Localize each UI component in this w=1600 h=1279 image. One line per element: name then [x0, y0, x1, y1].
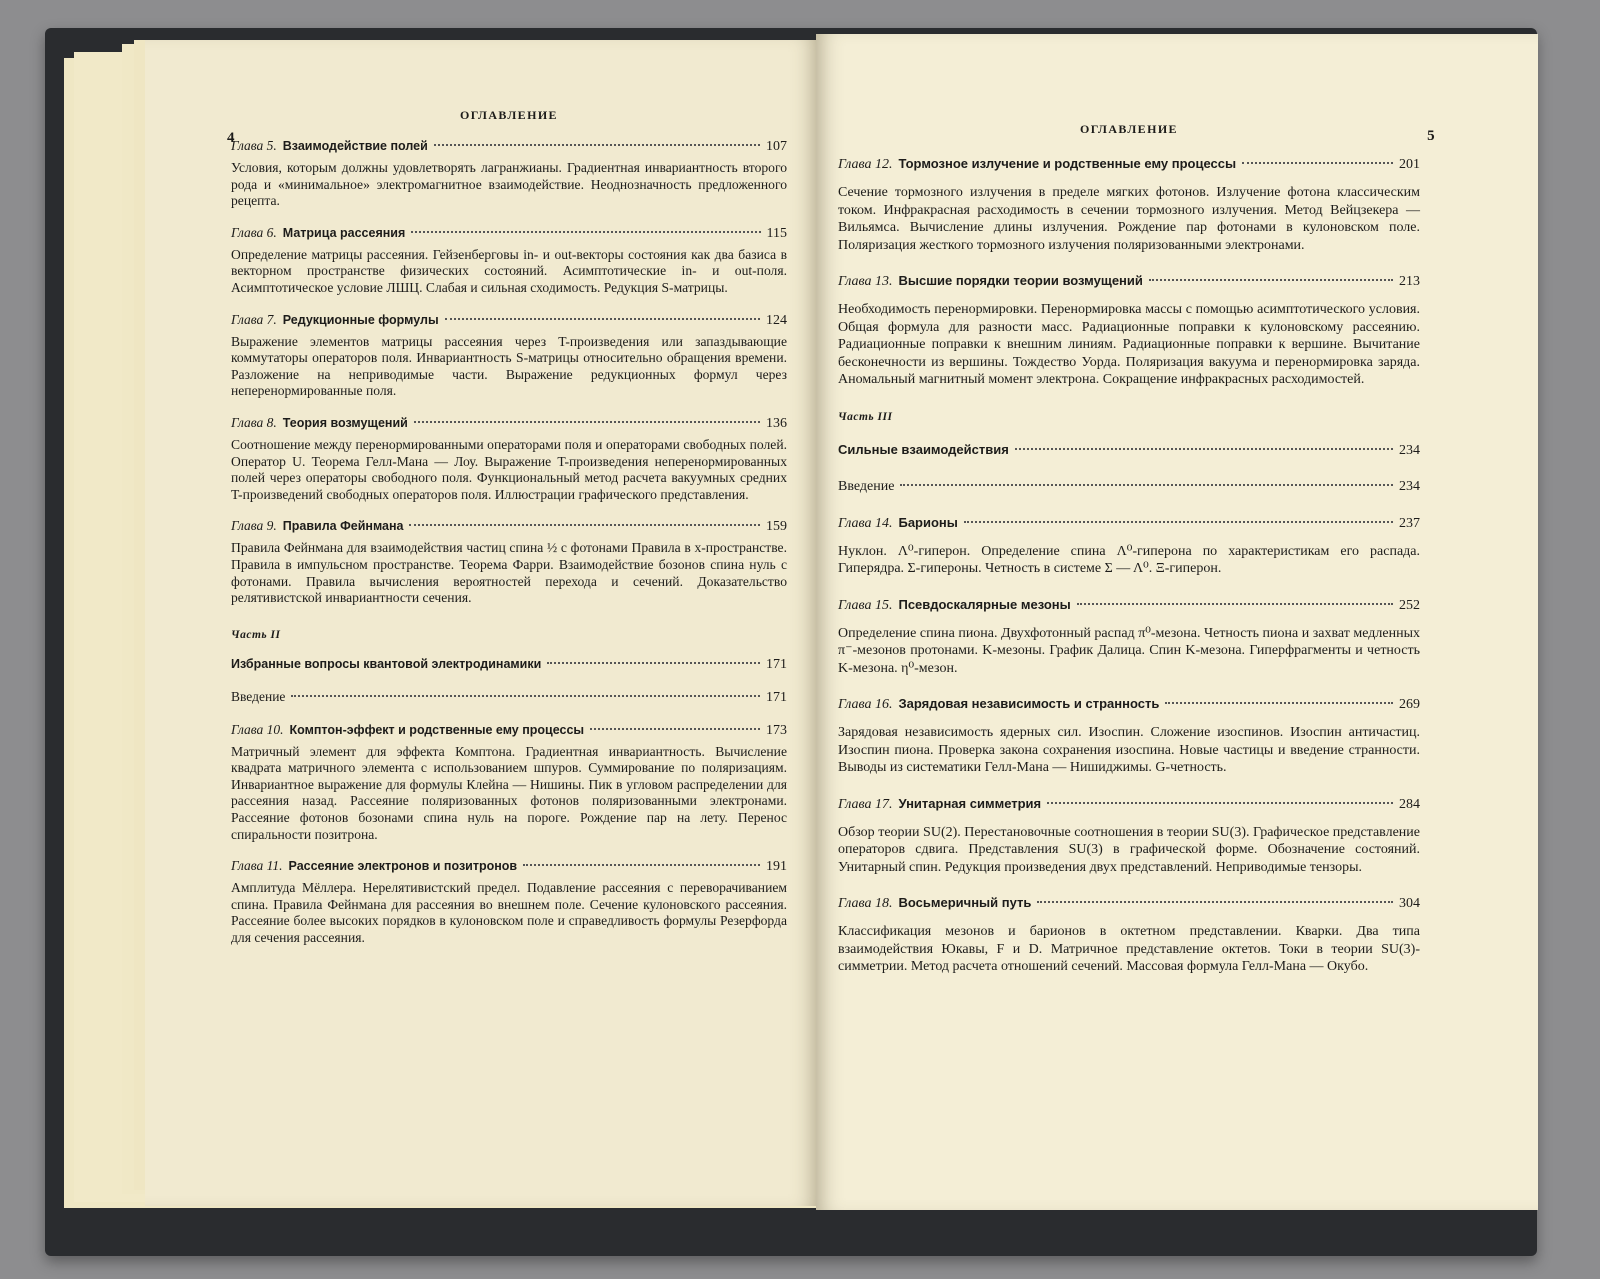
part-title: Сильные взаимодействия	[838, 441, 1009, 457]
toc-entry	[231, 721, 787, 844]
entry-heading	[231, 857, 787, 876]
leader-dots	[445, 318, 760, 320]
entry-heading	[231, 137, 787, 156]
chapter-title: Псевдоскалярные мезоны	[898, 596, 1071, 612]
leader-dots	[1149, 279, 1393, 281]
chapter-title: Рассеяние электронов и позитронов	[288, 859, 518, 874]
entry-heading	[231, 721, 787, 740]
page-ref: 201	[1399, 157, 1420, 172]
chapter-summary: Выражение элементов матрицы рассеяния через T-произведения или запаздывающие коммутаторы операторов поля. Инвариантность S-матрицы относительно обращения времени. Разложение на неприводимые части. Выражение редукционных формул через неперенормированные поля.	[231, 333, 787, 399]
chapter-summary: Определение матрицы рассеяния. Гейзенберговы in- и out-векторы состояния как два базиса в векторном пространстве физических состояний. Асимптотические in- и out-поля. Асимптотическое условие ЛШЦ. Слабая и сильная сходимость. Редукция S-матрицы.	[231, 246, 787, 295]
part-label: Часть II	[231, 628, 281, 641]
toc-list	[838, 514, 1420, 976]
entry-heading	[231, 517, 787, 536]
page-ref: 136	[766, 415, 787, 431]
toc-entry	[231, 311, 787, 400]
chapter-title: Редукционные формулы	[282, 312, 439, 327]
chapter-summary: Зарядовая независимость ядерных сил. Изоспин. Сложение изоспинов. Изоспин античастиц. Изоспин пиона. Проверка закона сохранения изоспина. Новые частицы и введение странности. Выводы из систематики Гелл-Мана — Нишиджимы. G-четность.	[838, 725, 1420, 775]
intro-label: Введение	[231, 688, 286, 704]
chapter-summary: Правила Фейнмана для взаимодействия частиц спина ½ с фотонами Правила в x-пространстве. Правила в импульсном пространстве. Теорема Фарри. Взаимодействие бозонов спина нуль с фотонами. Правила вычисления вероятностей перехода и сечений. Доказательство релятивистской инвариантности сечения.	[231, 540, 787, 606]
chapter-label: Глава 8.	[231, 414, 277, 430]
toc-entry	[838, 596, 1420, 678]
leader-dots	[291, 695, 760, 697]
chapter-label: Глава 10.	[231, 721, 284, 737]
page-number: 5	[1427, 128, 1436, 144]
chapter-label: Глава 7.	[231, 311, 277, 327]
toc-list	[231, 137, 787, 607]
chapter-title: Высшие порядки теории возмущений	[898, 273, 1143, 288]
toc-entry	[231, 414, 787, 503]
entry-heading	[231, 414, 787, 433]
leader-dots	[1165, 702, 1393, 704]
leader-dots	[1077, 603, 1393, 605]
chapter-summary: Определение спина пиона. Двухфотонный распад π⁰-мезона. Четность пиона и захват медленных π⁻-мезонов протонами. K-мезоны. График Далица. Спин K-мезона. Гиперфрагменты и четность K-мезона. η⁰-мезон.	[838, 625, 1420, 676]
chapter-title: Правила Фейнмана	[282, 519, 404, 534]
page-ref: 213	[1399, 274, 1420, 289]
page-ref: 159	[766, 519, 787, 535]
chapter-summary: Матричный элемент для эффекта Комптона. Градиентная инвариантность. Вычисление квадрата матричного элемента с использованием шпуров. Суммирование по поляризациям. Инвариантное выражение для формулы Клейна — Нишины. Пик в угловом распределении для рассеяния назад. Рассеяние поляризованных фотонов поляризованными электронами. Рассеяние фотонов бозонами спина нуль на пороге. Рождение пар на лету. Перенос спиральности позитрона.	[231, 743, 787, 842]
leader-dots	[409, 524, 760, 526]
chapter-label: Глава 6.	[231, 224, 277, 240]
toc-list	[231, 721, 787, 947]
running-head	[838, 122, 1436, 144]
chapter-label: Глава 13.	[838, 274, 893, 289]
running-head-text: ОГЛАВЛЕНИЕ	[1080, 122, 1178, 136]
toc-entry	[838, 272, 1420, 389]
page-ref: 115	[766, 225, 787, 241]
leader-dots	[1015, 448, 1393, 450]
toc-entry	[231, 688, 787, 707]
entry-heading	[838, 795, 1420, 814]
right-page-content	[838, 34, 1436, 976]
chapter-label: Глава 11.	[231, 858, 283, 874]
intro-label: Введение	[838, 478, 895, 494]
chapter-summary: Обзор теории SU(2). Перестановочные соотношения в теории SU(3). Графическое представление операторов сдвига. Представления SU(3) в графической форме. Обозначение состояний. Унитарный спин. Редукция произведения двух представлений. Неприводимые тензоры.	[838, 824, 1420, 875]
chapter-title: Матрица рассеяния	[282, 225, 406, 240]
page-ref: 304	[1399, 896, 1420, 911]
entry-heading	[838, 695, 1420, 714]
chapter-summary: Амплитуда Мёллера. Нерелятивистский предел. Подавление рассеяния с переворачиванием спина. Правила Фейнмана для рассеяния во внешнем поле. Сечение кулоновского рассеяния. Рассеяние более высоких порядков в кулоновском поле и справедливость формулы Резерфорда для сечения рассеяния.	[231, 880, 787, 946]
toc-entry	[838, 795, 1420, 877]
page-ref: 107	[766, 139, 787, 154]
chapter-summary: Нуклон. Λ⁰-гиперон. Определение спина Λ⁰-гиперона по характеристикам его распада. Гиперядра. Σ-гипероны. Четность в системе Σ — Λ⁰. Ξ-гиперон.	[838, 543, 1420, 576]
chapter-label: Глава 15.	[838, 597, 893, 613]
entry-heading	[231, 311, 787, 330]
chapter-title: Зарядовая независимость и странность	[898, 696, 1160, 711]
chapter-title: Восьмеричный путь	[898, 895, 1032, 910]
chapter-label: Глава 16.	[838, 697, 893, 712]
chapter-summary: Соотношение между перенормированными операторами поля и операторами свободных полей. Оператор U. Теорема Гелл-Мана — Лоу. Выражение T-произведения неперенормированных полей через операторы свободного поля. Функциональный метод расчета вакуумных средних T-произведений свободных операторов поля. Иллюстрации графического представления.	[231, 436, 787, 502]
chapter-summary: Классификация мезонов и барионов в октетном представлении. Кварки. Два типа взаимодействия Юкавы, F и D. Матричное представление октетов. Токи в теории SU(3)-симметрии. Метод расчета отношений сечений. Массовая формула Гелл-Мана — Окубо.	[838, 924, 1420, 974]
chapter-title: Унитарная симметрия	[898, 795, 1042, 811]
leader-dots	[547, 662, 760, 664]
page-ref: 234	[1399, 478, 1420, 494]
entry-heading	[231, 224, 787, 243]
entry-heading	[838, 596, 1420, 615]
leader-dots	[1037, 901, 1393, 903]
page-ref: 252	[1399, 597, 1420, 613]
chapter-title: Взаимодействие полей	[282, 139, 428, 153]
leader-dots	[523, 864, 760, 866]
left-page-content	[227, 40, 787, 947]
chapter-summary: Условия, которым должны удовлетворять лагранжианы. Градиентная инвариантность второго рода и «минимальное» электромагнитное взаимодействие. Неоднозначность предложенного рецепта.	[231, 160, 787, 209]
leader-dots	[900, 484, 1393, 486]
part-title: Избранные вопросы квантовой электродинамики	[231, 656, 542, 671]
page-ref: 237	[1399, 515, 1420, 531]
toc-entry	[231, 655, 787, 674]
leader-dots	[411, 231, 760, 233]
leader-dots	[590, 728, 760, 730]
page-ref: 171	[766, 689, 787, 705]
leader-dots	[434, 144, 760, 146]
chapter-label: Глава 17.	[838, 796, 893, 812]
entry-heading	[838, 514, 1420, 533]
page-number: 4	[227, 130, 236, 146]
entry-heading	[838, 272, 1420, 291]
part-label: Часть III	[838, 410, 893, 423]
chapter-label: Глава 14.	[838, 515, 893, 531]
right-page	[816, 34, 1538, 1210]
chapter-summary: Сечение тормозного излучения в пределе мягких фотонов. Излучение фотона классическим током. Инфракрасная расходимость в сечении тормозного излучения. Метод Вейцзекера — Вильямса. Вычисление длины излучения. Рождение пар фотонами в кулоновском поле. Поляризация жесткого тормозного излучения поляризованными электронами.	[838, 185, 1420, 253]
entry-heading	[838, 155, 1420, 174]
toc-entry	[838, 441, 1420, 460]
toc-entry	[231, 857, 787, 946]
chapter-label: Глава 18.	[838, 896, 893, 911]
leader-dots	[1047, 802, 1393, 804]
page-ref: 234	[1399, 442, 1420, 458]
toc-entry	[231, 224, 787, 297]
page-ref: 284	[1399, 796, 1420, 812]
chapter-title: Комптон-эффект и родственные ему процессы	[289, 722, 585, 737]
page-ref: 269	[1399, 697, 1420, 712]
toc-entry	[838, 695, 1420, 777]
chapter-summary: Необходимость перенормировки. Перенормировка массы с помощью асимптотического условия. Общая формула для разности масс. Радиационные поправки к кулоновскому рассеянию. Радиационные поправки к внешним линиям. Радиационные поправки к вершине. Вычитание бесконечности из вершины. Тождество Уорда. Поляризация вакуума и перенормировка заряда. Аномальный магнитный момент электрона. Сокращение инфракрасных расходимостей.	[838, 302, 1420, 387]
toc-entry	[838, 894, 1420, 976]
chapter-title: Барионы	[898, 514, 958, 530]
leader-dots	[414, 421, 760, 423]
running-head-text: ОГЛАВЛЕНИЕ	[460, 108, 558, 122]
chapter-title: Тормозное излучение и родственные ему процессы	[898, 156, 1237, 171]
leader-dots	[964, 521, 1393, 523]
chapter-title: Теория возмущений	[282, 415, 408, 430]
entry-heading	[838, 894, 1420, 913]
chapter-label: Глава 12.	[838, 157, 893, 172]
toc-entry	[231, 137, 787, 210]
chapter-label: Глава 5.	[231, 138, 277, 153]
page-ref: 171	[766, 656, 787, 672]
page-ref: 173	[766, 722, 787, 738]
page-ref: 124	[766, 312, 787, 328]
chapter-label: Глава 9.	[231, 518, 277, 534]
toc-list	[838, 155, 1420, 389]
toc-entry	[838, 514, 1420, 578]
page-ref: 191	[766, 859, 787, 875]
left-page	[145, 40, 818, 1206]
toc-entry	[838, 478, 1420, 496]
toc-entry	[838, 155, 1420, 254]
toc-entry	[231, 517, 787, 606]
leader-dots	[1242, 162, 1393, 164]
